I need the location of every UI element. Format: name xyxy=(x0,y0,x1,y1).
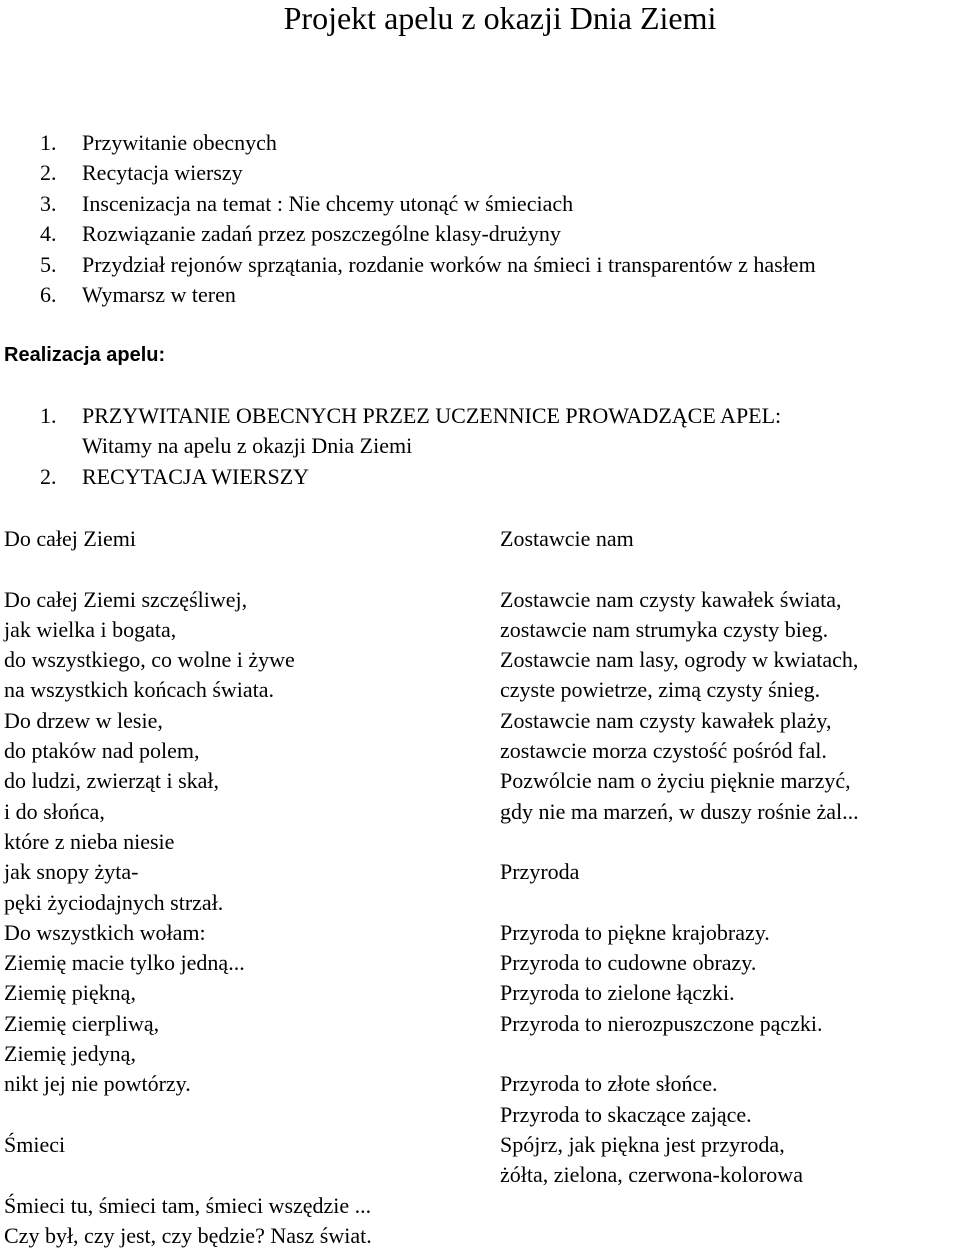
agenda-item xyxy=(40,219,816,249)
poem-column-right xyxy=(500,524,859,1191)
poem-line: pęki życiodajnych strzał. xyxy=(4,889,224,915)
poem-line: Czy był, czy jest, czy będzie? Nasz świat. xyxy=(4,1222,372,1248)
poem-column-left xyxy=(4,524,372,1251)
poem-line: jak wielka i bogata, xyxy=(4,616,177,642)
realizacja-heading: Realizacja apelu: xyxy=(4,344,166,366)
poem-title: Do całej Ziemi xyxy=(4,526,136,551)
poem-line: Do całej Ziemi szczęśliwej, xyxy=(4,586,248,612)
realizacja-list xyxy=(40,401,781,492)
poem-line: Do wszystkich wołam: xyxy=(4,919,206,945)
poem-line: Pozwólcie nam o życiu pięknie marzyć, xyxy=(500,768,851,794)
poem-line: do ptaków nad polem, xyxy=(4,738,200,764)
agenda-item-text: Rozwiązanie zadań przez poszczególne klasy-drużyny xyxy=(82,221,561,247)
poem-line: gdy nie ma marzeń, w duszy rośnie żal... xyxy=(500,798,859,824)
document-title: Projekt apelu z okazji Dnia Ziemi xyxy=(283,0,717,36)
realizacja-item xyxy=(40,401,781,431)
poem-line: Przyroda to skaczące zające. xyxy=(500,1101,752,1127)
agenda-item-number: 2. xyxy=(40,160,57,186)
realizacja-item-number: 2. xyxy=(40,463,57,489)
agenda-item xyxy=(40,189,816,219)
poem-line: zostawcie nam strumyka czysty bieg. xyxy=(500,616,829,642)
agenda-item-number: 3. xyxy=(40,190,57,216)
poem-line: jak snopy żyta- xyxy=(4,859,139,885)
poem-line: nikt jej nie powtórzy. xyxy=(4,1071,191,1097)
poem-line: Ziemię cierpliwą, xyxy=(4,1010,160,1036)
poem-line: Zostawcie nam lasy, ogrody w kwiatach, xyxy=(500,647,859,673)
agenda-item xyxy=(40,280,816,310)
agenda-item xyxy=(40,158,816,188)
poem-line: Zostawcie nam czysty kawałek świata, xyxy=(500,586,842,612)
poem-line: Przyroda to nierozpuszczone pączki. xyxy=(500,1010,823,1036)
poem-line: Śmieci tu, śmieci tam, śmieci wszędzie ... xyxy=(4,1192,372,1218)
poem-line: czyste powietrze, zimą czysty śnieg. xyxy=(500,677,821,703)
poem-line: Ziemię jedyną, xyxy=(4,1041,136,1067)
realizacja-item-text: RECYTACJA WIERSZY xyxy=(82,463,310,489)
poem-line: Przyroda to cudowne obrazy. xyxy=(500,950,757,976)
poem-line: żółta, zielona, czerwona-kolorowa xyxy=(500,1162,803,1188)
poem-line: Przyroda to złote słońce. xyxy=(500,1071,718,1097)
agenda-item xyxy=(40,250,816,280)
poem-line: na wszystkich końcach świata. xyxy=(4,677,275,703)
agenda-list xyxy=(40,128,816,310)
agenda-item-text: Przydział rejonów sprzątania, rozdanie worków na śmieci i transparentów z hasłem xyxy=(82,251,816,277)
agenda-item-number: 6. xyxy=(40,281,57,307)
realizacja-item-number: 1. xyxy=(40,403,57,428)
agenda-item-text: Wymarsz w teren xyxy=(82,281,236,307)
poem-line: Spójrz, jak piękna jest przyroda, xyxy=(500,1131,785,1157)
poem-title: Śmieci xyxy=(4,1131,66,1157)
agenda-item-number: 1. xyxy=(40,130,57,155)
poem-title: Przyroda xyxy=(500,859,580,885)
agenda-item-number: 5. xyxy=(40,251,57,277)
poem-line: do wszystkiego, co wolne i żywe xyxy=(4,647,295,673)
poem-line: Przyroda to zielone łączki. xyxy=(500,980,735,1006)
poem-line: Ziemię piękną, xyxy=(4,980,136,1006)
poem-line: i do słońca, xyxy=(4,798,105,824)
poem-line: Przyroda to piękne krajobrazy. xyxy=(500,919,770,945)
agenda-item xyxy=(40,128,816,158)
poem-line: Ziemię macie tylko jedną... xyxy=(4,950,245,976)
agenda-item-text: Recytacja wierszy xyxy=(82,160,243,186)
realizacja-item xyxy=(40,462,781,492)
realizacja-item-text: PRZYWITANIE OBECNYCH PRZEZ UCZENNICE PROWADZĄCE APEL: xyxy=(82,403,782,428)
poem-title: Zostawcie nam xyxy=(500,526,634,551)
poem-line: które z nieba niesie xyxy=(4,828,175,854)
poem-line: Zostawcie nam czysty kawałek plaży, xyxy=(500,707,832,733)
agenda-item-text: Przywitanie obecnych xyxy=(82,130,277,155)
agenda-item-number: 4. xyxy=(40,221,57,247)
poem-line: zostawcie morza czystość pośród fal. xyxy=(500,738,827,764)
poem-line: Do drzew w lesie, xyxy=(4,707,163,733)
agenda-item-text: Inscenizacja na temat : Nie chcemy utonąć w śmieciach xyxy=(82,190,574,216)
realizacja-item-continuation: Witamy na apelu z okazji Dnia Ziemi xyxy=(82,433,413,459)
poem-line: do ludzi, zwierząt i skał, xyxy=(4,768,220,794)
